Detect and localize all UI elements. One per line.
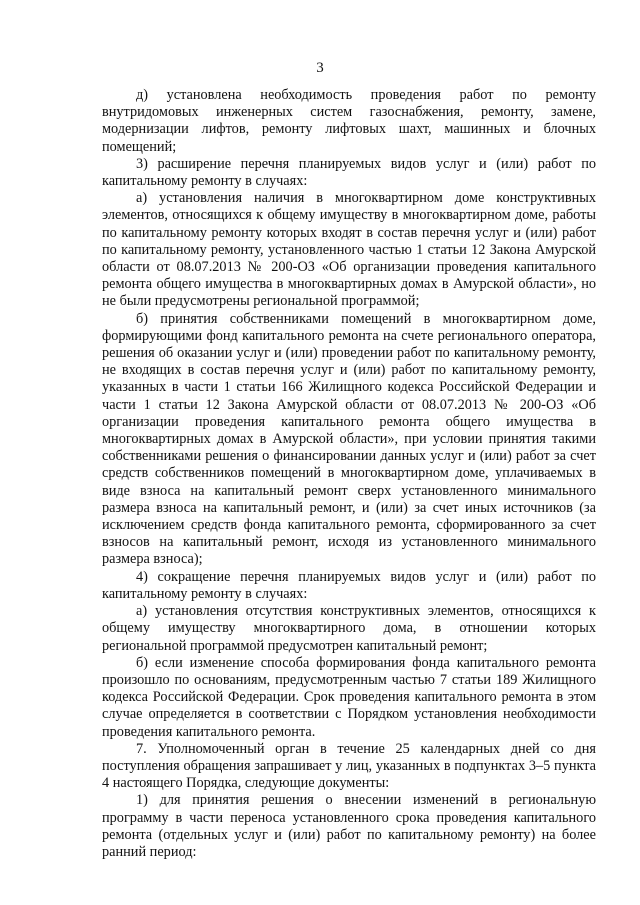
document-body xyxy=(102,87,596,861)
paragraph-b-fund-method-change: б) если изменение способа формирования фонда капитального ремонта произошло по основаниям, предусмотренным частью 7 статьи 189 Жилищного кодекса Российской Федерации. Срок проведения капитального ремонта в этом случае определяется в соответствии с Порядком установления необходимости проведения капитального ремонта. xyxy=(102,654,596,740)
page-number: 3 xyxy=(316,60,324,76)
paragraph-4-reduction: 4) сокращение перечня планируемых видов услуг и (или) работ по капитальному ремонту в случаях: xyxy=(102,568,596,602)
paragraph-3-expansion: 3) расширение перечня планируемых видов услуг и (или) работ по капитальному ремонту в случаях: xyxy=(102,155,596,190)
paragraph-7-authority-request: 7. Уполномоченный орган в течение 25 календарных дней со дня поступления обращения запрашивает у лиц, указанных в подпунктах 3–5 пункта 4 настоящего Порядка, следующие документы: xyxy=(102,740,596,792)
paragraph-a-structural-elements: а) установления наличия в многоквартирном доме конструктивных элементов, относящихся к общему имуществу в многоквартирном доме, работы по капитальному ремонту которых входят в состав перечня услуг и (или) работ по капитальному ремонту, установленного частью 1 статьи 12 Закона Амурской области от 08.07.2013 № 200-ОЗ «Об организации проведения капитального ремонта общего имущества в многоквартирных домах в Амурской области», но не были предусмотрены региональной программой; xyxy=(102,190,596,310)
paragraph-a-absence-elements: а) установления отсутствия конструктивных элементов, относящихся к общему имуществу многоквартирного дома, в отношении которых региональной программой предусмотрен капитальный ремонт; xyxy=(102,603,596,654)
paragraph-1-earlier-period: 1) для принятия решения о внесении изменений в региональную программу в части переноса установленного срока проведения капитального ремонта (отдельных услуг и (или) работ по капитальному ремонту) на более ранний период: xyxy=(102,792,596,860)
paragraph-d-gas-lifts: д) установлена необходимость проведения работ по ремонту внутридомовых инженерных систем газоснабжения, ремонту, замене, модернизации лифтов, ремонту лифтовых шахт, машинных и блочных помещений; xyxy=(102,87,596,155)
paragraph-b-owners-decision: б) принятия собственниками помещений в многоквартирном доме, формирующими фонд капитального ремонта на счете регионального оператора, решения об оказании услуг и (или) проведении работ по капитальному ремонту, не входящих в состав перечня услуг и (или) работ по капитальному ремонту, указанных в части 1 статьи 166 Жилищного кодекса Российской Федерации и части 1 статьи 12 Закона Амурской области от 08.07.2013 № 200-ОЗ «Об организации проведения капитального ремонта общего имущества в многоквартирных домах в Амурской области», при условии принятия такими собственниками решения о финансировании данных услуг и (или) работ за счет средств собственников помещений в многоквартирном доме, уплачиваемых в виде взноса на капитальный ремонт сверх установленного минимального размера взноса на капитальный ремонт, и (или) за счет иных источников (за исключением средств фонда капитального ремонта, сформированного за счет взносов на капитальный ремонт, исходя из установленного минимального размера взноса); xyxy=(102,310,596,568)
